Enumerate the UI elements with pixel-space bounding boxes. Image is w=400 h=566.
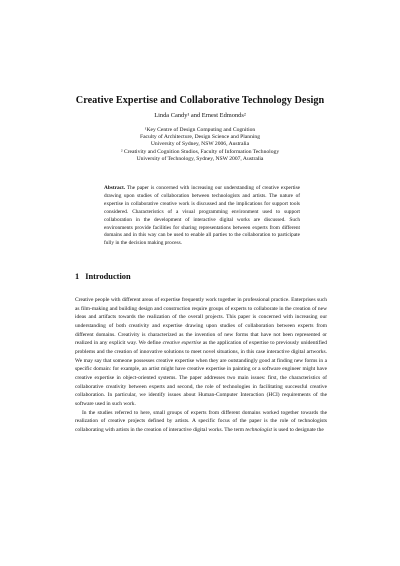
abstract-text: The paper is concerned with increasing our understanding of creative expertise drawing upon studies of collaboration between technologists and artists. The nature of expertise in collaborative creative work is discussed and the implications for support tools considered. Characteristics of a visual programming environment used to support collaboration in the development of interactive digital works are discussed. Such environments provide facilities for sharing representations between experts from different domains and in this way can be used to enable all parties to the collaboration to participate fully in the decision making process.: [104, 185, 300, 247]
paper-title: Creative Expertise and Collaborative Technology Design: [75, 95, 325, 106]
section-heading: [75, 272, 131, 281]
abstract-label: Abstract.: [104, 185, 126, 191]
affiliation-line: University of Technology, Sydney, NSW 2007, Australia: [136, 155, 264, 162]
paragraph-text: Creative people with different areas of expertise frequently work together in professional practice. Enterprises such as film-making and building design and construction require groups of experts to collaborate in the creation of new ideas and artifacts towards the realization of the overall projects. This paper is concerned with increasing our understanding of both creativity and expertise drawing upon studies of collaboration between experts from different domains. Creativity is characterized as the invention of new forms that have not been represented or realized in any explicit way. We define: [75, 297, 327, 347]
section-number: 1: [75, 272, 80, 281]
body-text: [75, 296, 327, 435]
section-title: Introduction: [85, 272, 131, 281]
affiliation-line: ¹Key Centre of Design Computing and Cognition: [144, 127, 256, 133]
paragraph: [75, 296, 327, 409]
affiliation-line: Faculty of Architecture, Design Science and Planning: [139, 134, 261, 141]
emphasized-term: technologist: [245, 426, 272, 433]
abstract: [104, 185, 300, 248]
paper-authors: Linda Candy¹ and Ernest Edmonds²: [154, 112, 246, 119]
paragraph-text: is used to designate the: [271, 426, 324, 433]
paragraph: [75, 409, 327, 435]
paragraph-text: as the application of expertise to previously unidentified problems and the creation of innovative solutions to meet novel situations, in this case interactive digital artworks. We may say that someone possesses creative expertise when they are outstandingly good at finding new forms in a specific domain: for example, an artist might have creative expertise in painting or a software engineer might have creative expertise in object-oriented systems. The paper addresses two main issues: first, the characteristics of collaborative creativity between experts and second, the role of technologies in facilitating successful creative collaboration. In particular, we identify issues about Human-Computer Interaction (HCI) requirements of the software used in such work.: [75, 340, 327, 407]
affiliations: [0, 127, 400, 163]
emphasized-term: creative expertise: [162, 340, 202, 347]
affiliation-line: University of Sydney, NSW 2006, Australia: [150, 141, 250, 148]
affiliation-line: ² Creativity and Cognition Studios, Faculty of Information Technology: [120, 148, 280, 155]
paragraph-text: In the studies referred to here, small groups of experts from different domains worked together towards the realization of creative projects defined by artists. A specific focus of the paper is the role of technologists collaborating with artists in the creation of interactive digital works. The term: [75, 409, 327, 433]
